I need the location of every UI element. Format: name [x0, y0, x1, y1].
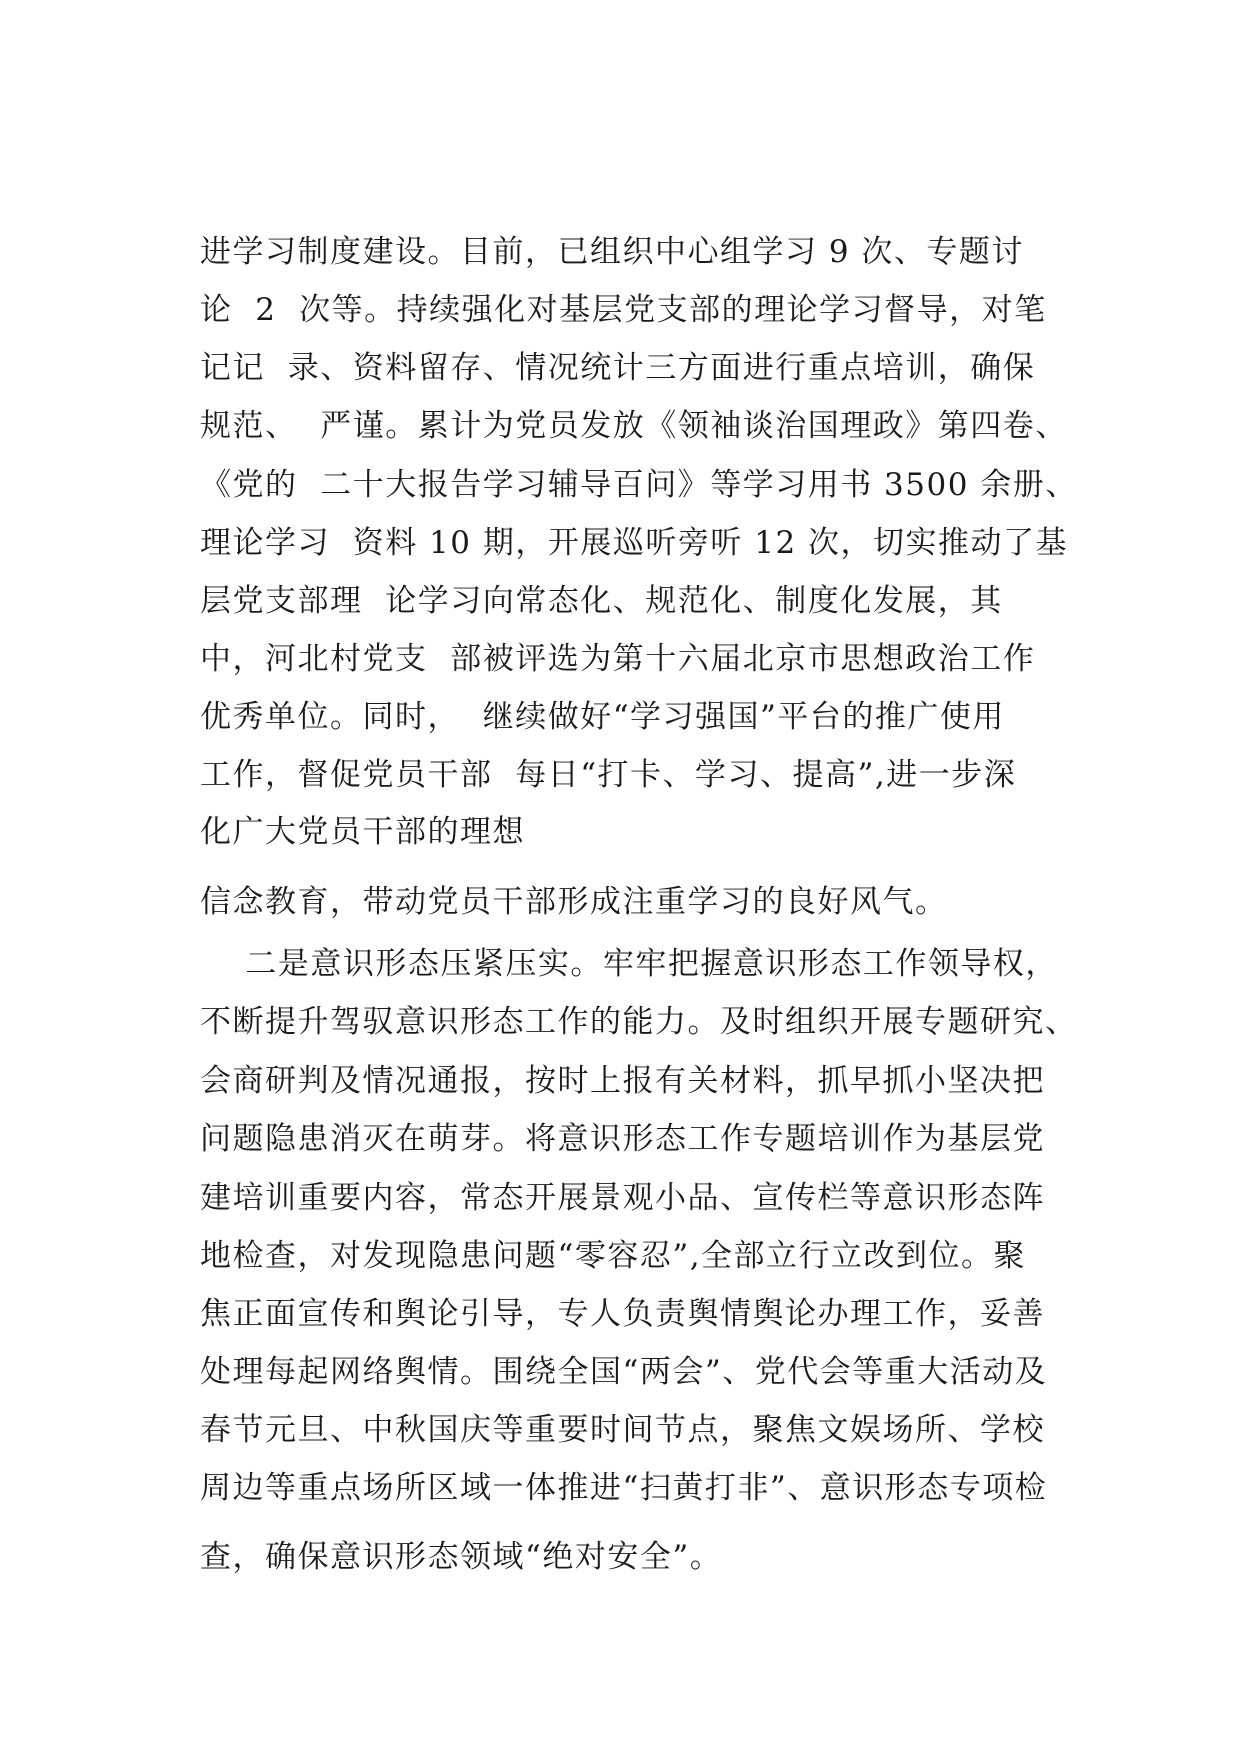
text-line: 信念教育，带动党员干部形成注重学习的良好风气。 — [200, 884, 948, 920]
text-line: 规范、 严谨。累计为党员发放《领袖谈治国理政》第四卷、 — [200, 408, 1068, 444]
text-line: 化广大党员干部的理想 — [200, 814, 525, 850]
text-line: 春节元旦、中秋国庆等重要时间节点，聚焦文娱场所、学校 — [200, 1412, 1045, 1448]
text-line: 焦正面宣传和舆论引导，专人负责舆情舆论办理工作，妥善 — [200, 1296, 1045, 1332]
paragraph-start-line: 二是意识形态压紧压实。牢牢把握意识形态工作领导权， — [200, 946, 1058, 982]
text-line: 论 2 次等。持续强化对基层党支部的理论学习督导，对笔 — [200, 292, 1047, 328]
text-line: 工作，督促党员干部 每日“打卡、学习、提高”,进一步深 — [200, 757, 1017, 793]
text-line: 理论学习 资料 10 期，开展巡听旁听 12 次，切实推动了基 — [200, 525, 1069, 561]
text-line: 处理每起网络舆情。围绕全国“两会”、党代会等重大活动及 — [200, 1354, 1048, 1390]
text-line: 不断提升驾驭意识形态工作的能力。及时组织开展专题研究、 — [200, 1004, 1078, 1040]
text-line: 进学习制度建设。目前，已组织中心组学习 9 次、专题讨 — [200, 234, 1024, 270]
text-line: 查，确保意识形态领域“绝对安全”。 — [200, 1539, 723, 1575]
text-line: 中，河北村党支 部被评选为第十六届北京市思想政治工作 — [200, 641, 1036, 677]
text-line: 建培训重要内容，常态开展景观小品、宣传栏等意识形态阵 — [200, 1180, 1045, 1216]
text-line: 《党的 二十大报告学习辅导百问》等学习用书 3500 余册、 — [200, 467, 1078, 503]
text-line: 优秀单位。同时， 继续做好“学习强国”平台的推广使用 — [200, 699, 1005, 735]
text-line: 记记 录、资料留存、情况统计三方面进行重点培训，确保 — [200, 350, 1036, 386]
text-line: 问题隐患消灭在萌芽。将意识形态工作专题培训作为基层党 — [200, 1121, 1045, 1157]
text-line: 层党支部理 论学习向常态化、规范化、制度化发展，其 — [200, 583, 1003, 619]
text-line: 会商研判及情况通报，按时上报有关材料，抓早抓小坚决把 — [200, 1063, 1045, 1099]
text-line: 周边等重点场所区域一体推进“扫黄打非”、意识形态专项检 — [200, 1470, 1048, 1506]
text-line: 地检查，对发现隐患问题“零容忍”,全部立行立改到位。聚 — [200, 1238, 1027, 1274]
